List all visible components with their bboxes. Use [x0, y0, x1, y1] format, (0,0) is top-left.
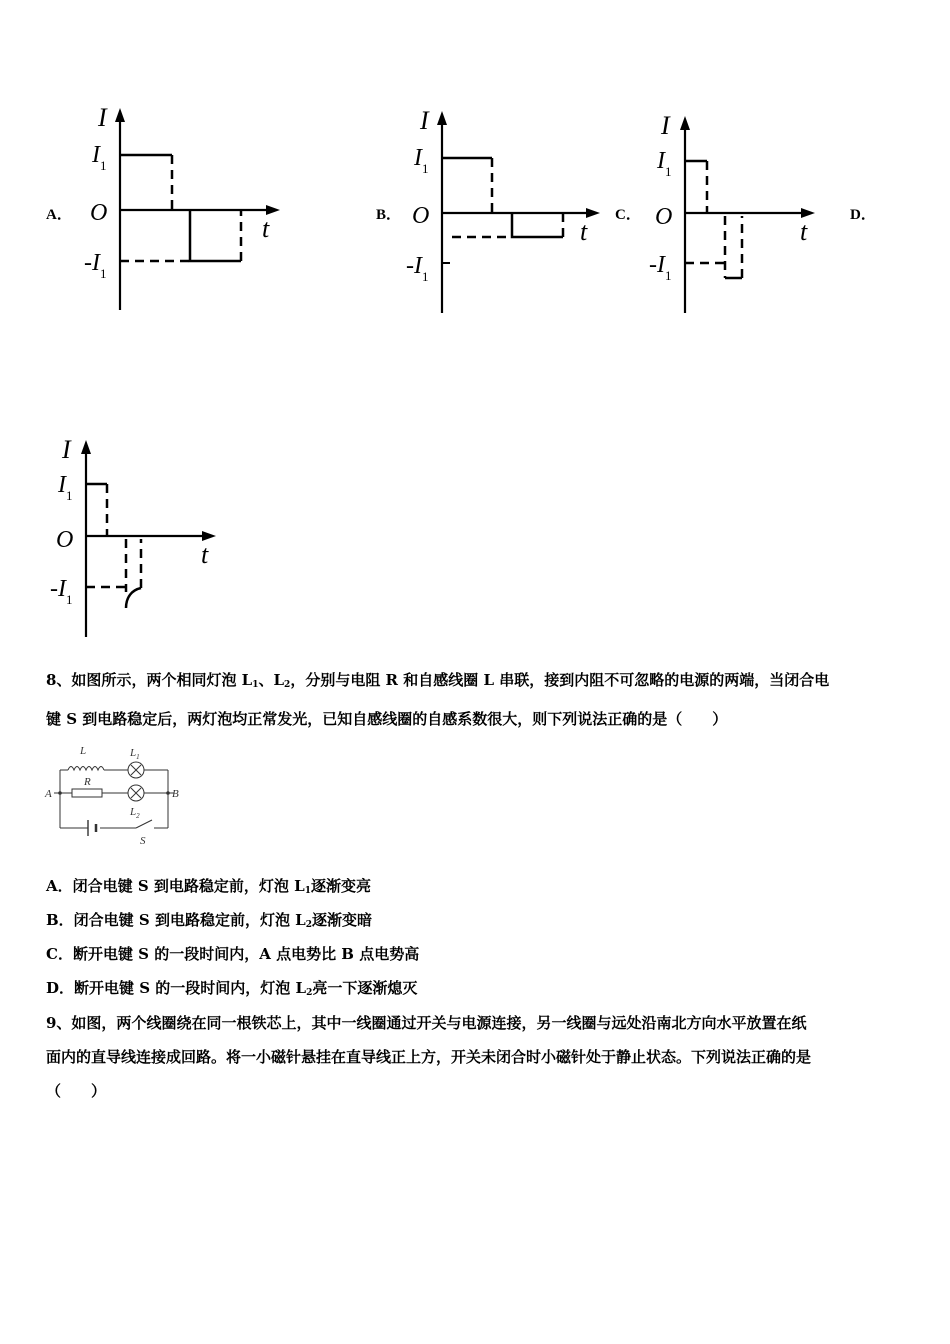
lamp1-label: $L_1$: [130, 747, 140, 761]
option-a-label: A．: [46, 207, 72, 223]
q9-stem-line2: 面内的直导线连接成回路。将一小磁针悬挂在直导线正上方，开关未闭合时小磁针处于静止状态。下列说法正确的是: [46, 1048, 812, 1066]
y-axis-label: I: [98, 103, 107, 132]
neg-i1-label: $-I_1$: [649, 252, 672, 283]
origin-label: O: [655, 204, 673, 230]
q9-stem: [46, 1006, 906, 1108]
graph-c: [645, 108, 825, 318]
q8-stem-line2: 键 S 到电路稳定后，两灯泡均正常发光，已知自感线圈的自感系数很大，则下列说法正确的是（ ）: [46, 710, 728, 728]
current-negative-segment: [512, 213, 563, 237]
node-b-label: B: [172, 788, 179, 800]
i1-label: $I_1$: [414, 145, 429, 176]
neg-i1-label: $-I_1$: [406, 253, 429, 284]
x-axis-label: t: [580, 217, 588, 246]
q8-choice-a[interactable]: A．闭合电键 S 到电路稳定前，灯泡 $L_1$逐渐变亮: [46, 877, 371, 896]
x-axis-label: t: [262, 214, 270, 243]
q9-stem-line1: 9、如图，两个线圈绕在同一根铁芯上，其中一线圈通过开关与电源连接，另一线圈与远处沿南北方向水平放置在纸: [46, 1014, 807, 1032]
origin-label: O: [412, 203, 430, 229]
graph-b: [402, 103, 612, 318]
q8-choice-d[interactable]: D．断开电键 S 的一段时间内，灯泡 $L_2$亮一下逐渐熄灭: [46, 979, 418, 998]
option-d-label: D．: [850, 207, 876, 223]
graph-d: [46, 432, 226, 642]
neg-i1-label: $-I_1$: [50, 576, 73, 607]
q8-stem-line1: 8、如图所示，两个相同灯泡 $L_1$、$L_2$，分别与电阻 R 和自感线圈 L 串联，接到内阻不可忽略的电源的两端，当闭合电: [46, 671, 830, 690]
node-a-label: A: [45, 788, 52, 800]
resistor-label: R: [84, 776, 91, 788]
option-b-label: B．: [376, 207, 402, 223]
lamp2-label: $L_2$: [130, 806, 140, 820]
x-axis-label: t: [201, 540, 209, 569]
neg-i1-label: $-I_1$: [84, 250, 107, 281]
i1-label: $I_1$: [92, 142, 107, 173]
q8-choice-b[interactable]: B．闭合电键 S 到电路稳定前，灯泡 $L_2$逐渐变暗: [46, 911, 373, 930]
y-axis-label: I: [420, 106, 429, 135]
q8-choice-c[interactable]: C．断开电键 S 的一段时间内，A 点电势比 B 点电势高: [46, 945, 420, 963]
switch-label: S: [140, 835, 146, 847]
current-negative-segment: [190, 210, 241, 261]
inductor-label: L: [80, 745, 87, 757]
y-axis-label: I: [661, 111, 670, 140]
i1-label: $I_1$: [657, 148, 672, 179]
x-axis-label: t: [800, 217, 808, 246]
decay-curve: [126, 588, 141, 608]
y-axis-label: I: [62, 435, 71, 464]
origin-label: O: [90, 200, 108, 226]
circuit-diagram: [44, 740, 184, 850]
i1-label: $I_1$: [58, 472, 73, 503]
q8-stem: [46, 663, 906, 736]
q9-stem-line3: （ ）: [46, 1082, 107, 1100]
option-c-label: C．: [615, 207, 641, 223]
graph-a: [80, 100, 290, 315]
origin-label: O: [56, 527, 74, 553]
